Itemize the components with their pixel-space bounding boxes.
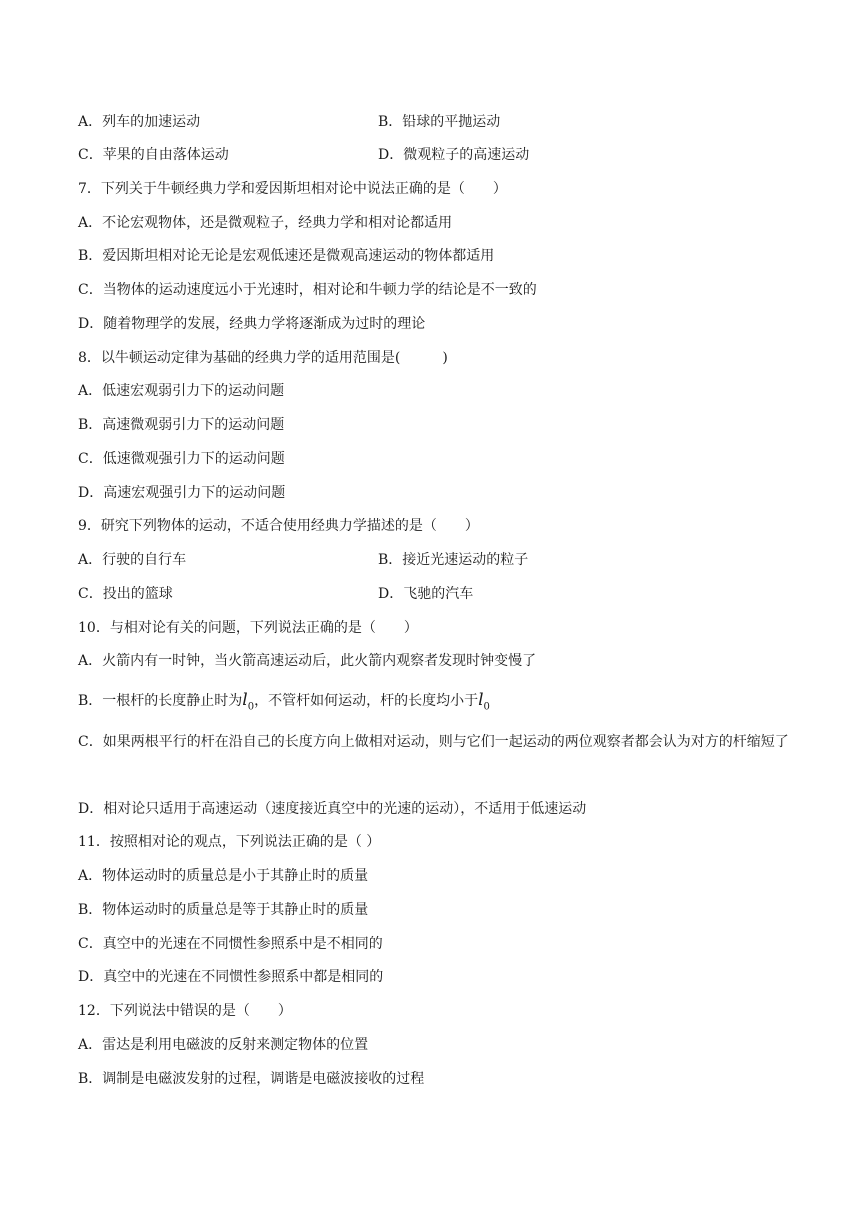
q9-option-b: B．接近光速运动的粒子 [378, 552, 529, 568]
q9-option-a: A．行驶的自行车 [78, 552, 187, 568]
q7-option-b: B．爱因斯坦相对论无论是宏观低速还是微观高速运动的物体都适用 [78, 248, 495, 264]
q8-option-a: A．低速宏观弱引力下的运动问题 [78, 383, 285, 399]
q10-stem: 10．与相对论有关的问题，下列说法正确的是（ ） [78, 620, 418, 636]
q10-option-c: C．如果两根平行的杆在沿自己的长度方向上做相对运动，则与它们一起运动的两位观察者都会认为对方的杆缩短了 [78, 734, 789, 750]
q10-option-a: A．火箭内有一时钟，当火箭高速运动后，此火箭内观察者发现时钟变慢了 [78, 653, 537, 669]
q9-option-d: D．飞驰的汽车 [378, 586, 474, 602]
q12-option-b: B．调制是电磁波发射的过程，调谐是电磁波接收的过程 [78, 1071, 425, 1087]
q9-stem: 9．研究下列物体的运动，不适合使用经典力学描述的是（ ） [78, 518, 479, 534]
q11-option-b: B．物体运动时的质量总是等于其静止时的质量 [78, 902, 369, 918]
q7-option-d: D．随着物理学的发展，经典力学将逐渐成为过时的理论 [78, 316, 426, 332]
q6-option-b: B．铅球的平抛运动 [378, 114, 501, 130]
q10-option-d: D．相对论只适用于高速运动（速度接近真空中的光速的运动），不适用于低速运动 [78, 801, 587, 817]
q7-option-a: A．不论宏观物体，还是微观粒子，经典力学和相对论都适用 [78, 215, 453, 231]
q10-option-b [78, 690, 490, 713]
q8-option-b: B．高速微观弱引力下的运动问题 [78, 417, 285, 433]
q6-option-d: D．微观粒子的高速运动 [378, 147, 530, 163]
q10-option-b-part2: ，不管杆如何运动，杆的长度均小于 [254, 693, 479, 709]
q7-stem: 7．下列关于牛顿经典力学和爱因斯坦相对论中说法正确的是（ ） [78, 181, 507, 197]
rest-length-symbol: $l_0$ [242, 690, 255, 713]
q11-option-c: C．真空中的光速在不同惯性参照系中是不相同的 [78, 936, 383, 952]
q11-stem: 11．按照相对论的观点，下列说法正确的是（ ） [78, 834, 381, 850]
q9-option-c: C．投出的篮球 [78, 586, 173, 602]
q11-option-d: D．真空中的光速在不同惯性参照系中都是相同的 [78, 969, 384, 985]
q6-option-a: A．列车的加速运动 [78, 114, 201, 130]
q7-option-c: C．当物体的运动速度远小于光速时，相对论和牛顿力学的结论是不一致的 [78, 282, 537, 298]
q8-option-d: D．高速宏观强引力下的运动问题 [78, 485, 286, 501]
q12-option-a: A．雷达是利用电磁波的反射来测定物体的位置 [78, 1037, 369, 1053]
rest-length-symbol: $l_0$ [478, 690, 490, 713]
q12-stem: 12．下列说法中错误的是（ ） [78, 1003, 292, 1019]
q8-stem: 8．以牛顿运动定律为基础的经典力学的适用范围是( ) [78, 350, 448, 366]
q8-option-c: C．低速微观强引力下的运动问题 [78, 451, 285, 467]
q6-option-c: C．苹果的自由落体运动 [78, 147, 229, 163]
q10-option-b-part1: B．一根杆的长度静止时为 [78, 693, 243, 709]
q11-option-a: A．物体运动时的质量总是小于其静止时的质量 [78, 868, 369, 884]
